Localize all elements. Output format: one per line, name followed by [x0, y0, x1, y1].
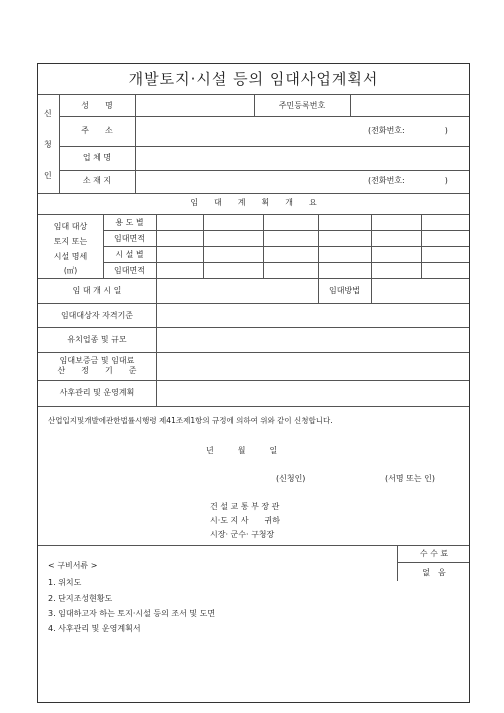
divider: [38, 545, 469, 546]
signature-line: (서명 또는 인): [385, 474, 435, 483]
date-line: 년 월 일: [206, 446, 278, 455]
applicant-side-label-2: 청: [44, 140, 52, 149]
company-label: 업 체 명: [82, 153, 112, 162]
fee-value: 없 음: [422, 568, 446, 577]
divider: [38, 303, 469, 304]
deposit-label-line-1: 임대보증금 및 임대료: [59, 356, 135, 365]
divider: [397, 562, 469, 563]
location-label: 소 재 지: [82, 176, 112, 185]
usage-label: 용 도 별: [115, 218, 144, 227]
divider: [38, 278, 469, 279]
address-label: 주 소: [81, 126, 113, 135]
divider: [59, 170, 469, 171]
facility-area-label: 임대면적: [114, 266, 145, 275]
target-label-line-1: 임대 대상: [53, 222, 88, 231]
document-item-2: 2. 단지조성현황도: [48, 594, 113, 603]
address-phone-label: (전화번호: ): [368, 126, 448, 135]
usage-area-label: 임대면적: [114, 234, 145, 243]
divider: [135, 94, 136, 193]
recipient-mayor: 시장· 군수· 구청장: [210, 530, 275, 539]
industry-label: 유치업종 및 규모: [67, 335, 127, 344]
divider: [59, 146, 469, 147]
document-item-4: 4. 사후관리 및 운영계획서: [48, 624, 141, 633]
divider: [103, 262, 469, 263]
plan-header: 임 대 계 획 개 요: [190, 198, 317, 207]
divider: [103, 246, 469, 247]
document-item-1: 1. 위치도: [48, 578, 82, 587]
recipient-governor: 시·도 지 사 귀하: [210, 516, 280, 525]
method-label: 임대방법: [329, 286, 360, 295]
documents-header: < 구비서류 >: [48, 561, 98, 570]
facility-label: 시 설 별: [115, 250, 144, 259]
divider: [38, 380, 469, 381]
target-label-line-2: 토지 또는: [53, 237, 88, 246]
fee-label: 수 수 료: [419, 549, 449, 558]
name-label: 성 명: [81, 101, 113, 110]
divider: [38, 352, 469, 353]
form-title: 개발토지·시설 등의 임대사업계획서: [128, 70, 379, 88]
target-label-unit: (㎡): [63, 266, 78, 275]
divider: [350, 94, 351, 116]
document-item-3: 3. 임대하고자 하는 토지·시설 등의 조서 및 도면: [48, 609, 216, 618]
location-phone-label: (전화번호: ): [368, 176, 448, 185]
declaration-statement: 산업입지및개발에관한법률시행령 제41조제1항의 규정에 의하여 위와 같이 신청합니다.: [48, 416, 333, 425]
divider: [38, 193, 469, 194]
recipient-minister: 건 설 교 통 부 장 관: [210, 502, 280, 511]
divider: [156, 278, 157, 303]
divider: [59, 116, 469, 117]
target-label-line-3: 시설 명세: [53, 252, 88, 261]
divider: [156, 303, 157, 406]
divider: [38, 406, 469, 407]
divider: [103, 230, 469, 231]
applicant-side-label-1: 신: [44, 109, 52, 118]
applicant-line: (신청인): [276, 474, 306, 483]
management-label: 사후관리 및 운영계획: [59, 388, 135, 397]
application-form: [37, 63, 470, 703]
divider: [371, 278, 372, 303]
applicant-side-label-3: 인: [44, 171, 52, 180]
start-date-label: 임 대 개 시 일: [72, 286, 122, 295]
deposit-label-line-2: 산 정 기 준: [57, 366, 137, 375]
divider: [38, 327, 469, 328]
qualification-label: 임대대상자 자격기준: [60, 311, 134, 320]
rrn-label: 주민등록번호: [278, 101, 326, 110]
